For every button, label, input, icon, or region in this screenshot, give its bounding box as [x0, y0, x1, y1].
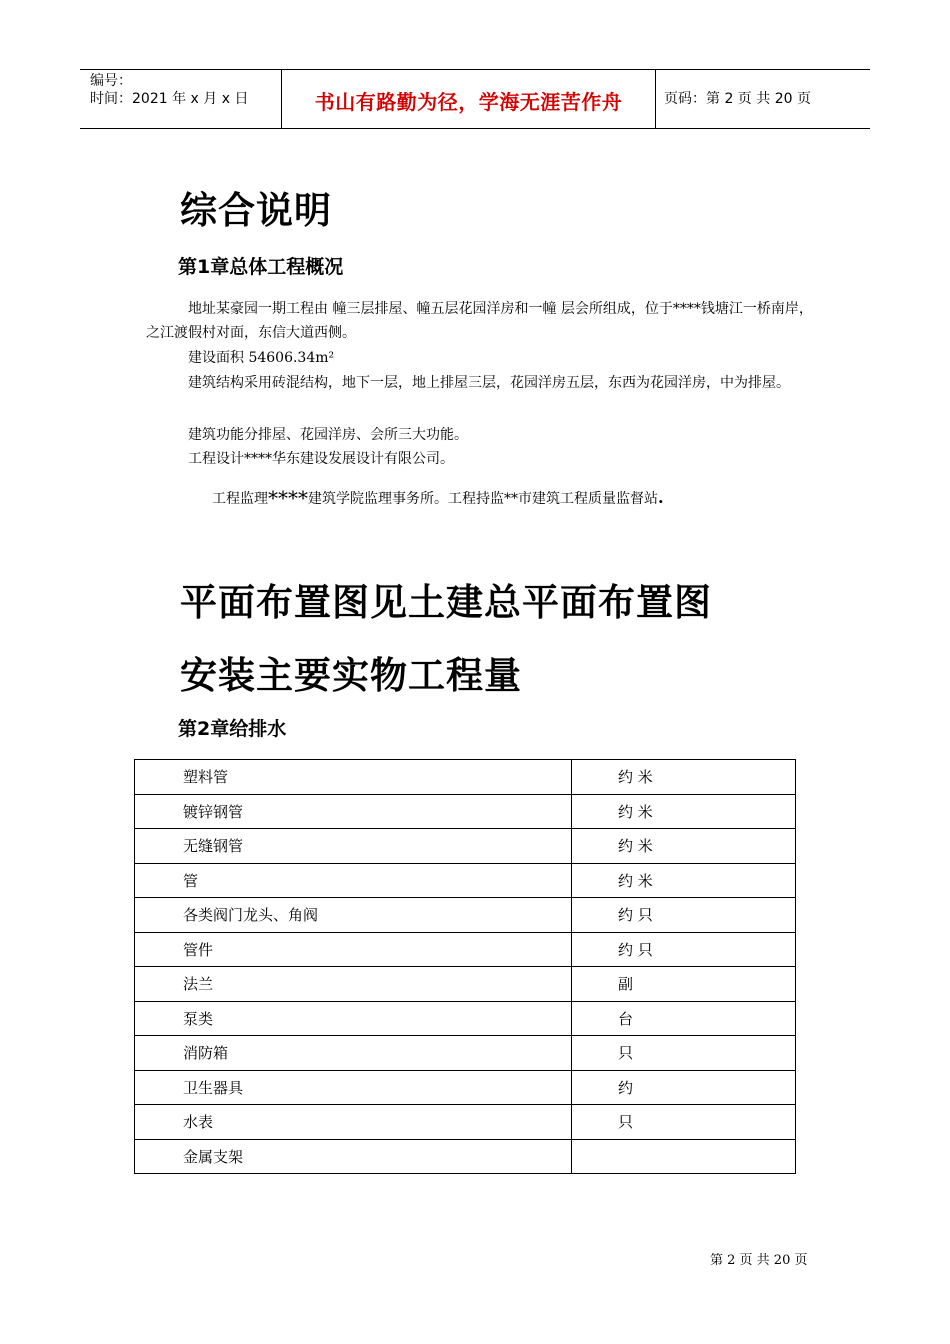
footer-page-number: 第 2 页 共 20 页: [710, 1253, 808, 1268]
supervision-stars: ****: [268, 486, 308, 510]
chapter1-para-supervision: [212, 486, 664, 510]
chapter2-heading: 第2章给排水: [178, 718, 287, 740]
table-row: [135, 1070, 796, 1105]
table-cell-unit: 只: [572, 1105, 796, 1140]
table-cell-item: 无缝钢管: [135, 829, 572, 864]
table-cell-item: 消防箱: [135, 1036, 572, 1071]
header-date-label: 时间：2021 年 x 月 x 日: [90, 91, 249, 107]
supervision-text: 建筑学院监理事务所。工程持监**市建筑工程质量监督站: [308, 491, 658, 507]
table-cell-unit: 约: [572, 1070, 796, 1105]
table-cell-item: 泵类: [135, 1001, 572, 1036]
table-cell-unit: 约 米: [572, 760, 796, 795]
header-bottom-border: [80, 128, 870, 129]
chapter1-heading: 第1章总体工程概况: [178, 256, 344, 278]
header-page-label: 页码：第 2 页 共 20 页: [664, 91, 811, 107]
table-cell-unit: 约 只: [572, 932, 796, 967]
table-row: [135, 794, 796, 829]
table-cell-item: 镀锌钢管: [135, 794, 572, 829]
table-cell-unit: 约 只: [572, 898, 796, 933]
table-cell-unit: 副: [572, 967, 796, 1002]
chapter1-para-area: 建设面积 54606.34m²: [188, 350, 335, 366]
table-cell-item: 金属支架: [135, 1139, 572, 1174]
table-cell-item: 水表: [135, 1105, 572, 1140]
table-row: [135, 863, 796, 898]
page-title: 综合说明: [180, 189, 332, 232]
supervision-end: .: [658, 488, 664, 507]
table-row: [135, 1036, 796, 1071]
table-cell-item: 塑料管: [135, 760, 572, 795]
header-motto: 书山有路勤为径，学海无涯苦作舟: [314, 90, 623, 114]
header-top-border: [80, 69, 870, 70]
table-cell-item: 法兰: [135, 967, 572, 1002]
table-row: [135, 932, 796, 967]
table-cell-unit: 约 米: [572, 829, 796, 864]
chapter1-para-function: 建筑功能分排屋、花园洋房、会所三大功能。: [188, 427, 468, 443]
header-number-label: 编号：: [90, 73, 132, 89]
chapter1-para-structure: 建筑结构采用砖混结构，地下一层，地上排屋三层，花园洋房五层，东西为花园洋房，中为排屋。: [188, 375, 790, 391]
supervision-prefix: 工程监理: [212, 491, 268, 507]
table-cell-item: 管件: [135, 932, 572, 967]
table-row: [135, 1001, 796, 1036]
table-cell-unit: [572, 1139, 796, 1174]
table-row: [135, 1139, 796, 1174]
table-cell-unit: 约 米: [572, 794, 796, 829]
table-cell-unit: 约 米: [572, 863, 796, 898]
table-cell-item: 各类阀门龙头、角阀: [135, 898, 572, 933]
chapter1-para-design: 工程设计****华东建设发展设计有限公司。: [188, 451, 454, 467]
quantities-table: [134, 759, 796, 1174]
table-row: [135, 829, 796, 864]
table-cell-item: 卫生器具: [135, 1070, 572, 1105]
table-row: [135, 760, 796, 795]
header-meta: [90, 72, 248, 108]
section-title-quantities: 安装主要实物工程量: [180, 654, 522, 697]
table-row: [135, 898, 796, 933]
section-title-layout: 平面布置图见土建总平面布置图: [180, 581, 712, 624]
table-cell-item: 管: [135, 863, 572, 898]
table-cell-unit: 台: [572, 1001, 796, 1036]
header-divider-2: [655, 69, 656, 128]
table-row: [135, 967, 796, 1002]
chapter1-para-address: 地址某豪园一期工程由 幢三层排屋、幢五层花园洋房和一幢 层会所组成，位于****钱塘江一桥南岸，之江渡假村对面，东信大道西侧。: [146, 301, 813, 341]
table-cell-unit: 只: [572, 1036, 796, 1071]
table-row: [135, 1105, 796, 1140]
